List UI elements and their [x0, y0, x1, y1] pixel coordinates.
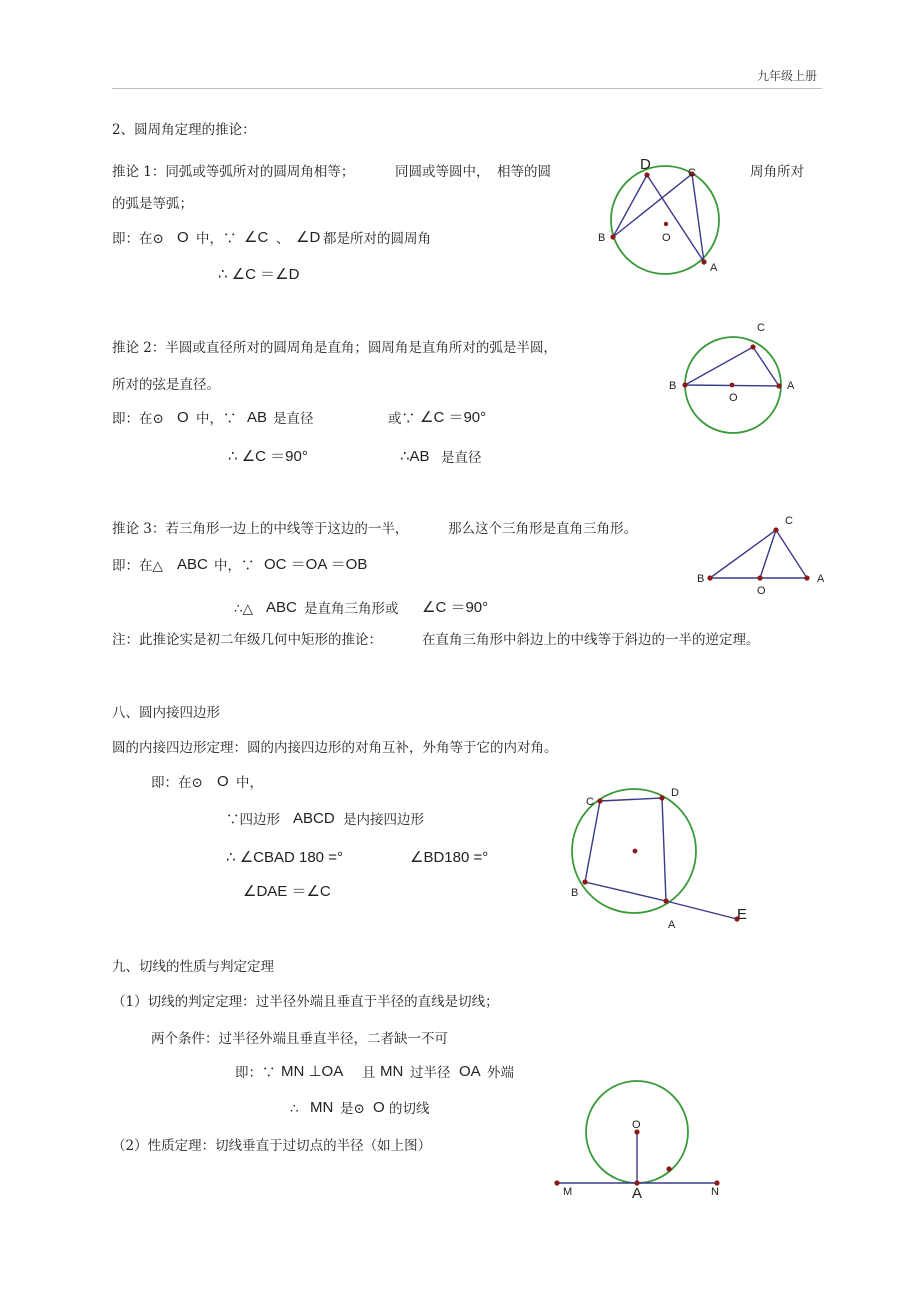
c1-j-prefix: 即：在⊙ [112, 231, 164, 247]
point-c [750, 344, 755, 349]
label-c: C [757, 322, 765, 334]
label-c: C [586, 796, 594, 808]
sec8-title: 八、圆内接四边形 [112, 705, 220, 721]
note-a: 注：此推论实是初二年级几何中矩形的推论： [112, 632, 382, 648]
c1-j-d: ∠D [296, 229, 321, 246]
c1-line2: 的弧是等弧； [112, 196, 193, 212]
label-b: B [598, 232, 606, 244]
c2-j-ab: AB [247, 409, 268, 426]
median [760, 530, 776, 578]
sec9-concl-pre: ∴ [290, 1101, 299, 1117]
sec9-j-mn: MN ⊥OA [281, 1063, 344, 1080]
sec8-therefore2: ∠BD180 =° [410, 849, 489, 866]
c2-j-o: O [177, 409, 189, 426]
point-a [804, 575, 809, 580]
header-grade: 九年级上册 [757, 69, 818, 83]
label-o: O [757, 585, 766, 597]
sec8-theorem: 圆的内接四边形定理：圆的内接四边形的对角互补，外角等于它的内对角。 [112, 740, 558, 756]
label-o: O [729, 392, 738, 404]
point-a [701, 259, 706, 264]
c1-line1a: 推论 1：同弧或等弧所对的圆周角相等； [112, 164, 355, 180]
sec9-j-mn2: MN [380, 1063, 404, 1080]
c1-j-mid: 中，∵ [196, 231, 237, 247]
sec8-because-pre: ∵四边形 [226, 812, 280, 828]
c3-j-prefix: 即：在△ [112, 558, 163, 574]
sec8-because-abcd: ABCD [293, 810, 335, 827]
note-b: 在直角三角形中斜边上的中线等于斜边的一半的逆定理。 [422, 632, 760, 648]
header-rule [112, 88, 822, 89]
label-n: N [711, 1186, 719, 1198]
c3-j-mid: 中，∵ [214, 558, 255, 574]
figure-diameter-angle [665, 318, 805, 438]
c2-ab-tail: 是直径 [441, 450, 482, 466]
sec8-because-tail: 是内接四边形 [343, 812, 424, 828]
c1-line1b: 同圆或等圆中， [395, 164, 490, 180]
label-a: A [817, 573, 825, 585]
c1-j-c: ∠C [244, 229, 269, 246]
c2-c-conclusion: ∴ ∠C ＝90° [228, 448, 308, 465]
c3-line1a: 推论 3：若三角形一边上的中线等于这边的一半， [112, 521, 409, 537]
quadrilateral [585, 798, 666, 901]
label-c: C [688, 167, 696, 179]
angle-lines [613, 174, 704, 262]
label-a: A [787, 380, 795, 392]
c3-concl-pre: ∴△ [234, 601, 253, 617]
label-a: A [710, 262, 718, 274]
point-b [707, 575, 712, 580]
label-d: D [640, 156, 651, 173]
point-o [730, 383, 735, 388]
c1-j-tail: 都是所对的圆周角 [323, 231, 431, 247]
c3-line1b: 那么这个三角形是直角三角形。 [448, 521, 637, 537]
label-b: B [697, 573, 705, 585]
sec2-title: 2、圆周角定理的推论： [112, 122, 256, 138]
sec9-concl-mid: 是⊙ [340, 1101, 365, 1117]
c2-j-mid: 中，∵ [196, 411, 237, 427]
label-o: O [632, 1119, 641, 1131]
c1-j-sep: 、 [276, 231, 290, 247]
sec9-cond: 两个条件：过半径外端且垂直半径，二者缺一不可 [151, 1031, 448, 1047]
point-a [776, 383, 781, 388]
c2-j-tail: 是直径 [273, 411, 314, 427]
point-a [663, 898, 668, 903]
point-n [714, 1180, 719, 1185]
sec9-j-tail: 外端 [487, 1065, 514, 1081]
figure-cyclic-quadrilateral [565, 780, 765, 940]
label-a: A [668, 919, 676, 931]
point-b [610, 234, 615, 239]
point-o [757, 575, 762, 580]
c3-concl-abc: ABC [266, 599, 297, 616]
c1-j-o: O [177, 229, 189, 246]
c2-line1: 推论 2：半圆或直径所对的圆周角是直角；圆周角是直角所对的弧是半圆， [112, 340, 557, 356]
sec8-j-tail: 中， [236, 775, 263, 791]
c2-or-c: ∠C ＝90° [420, 409, 487, 426]
point-extra [666, 1166, 671, 1171]
label-a: A [632, 1185, 643, 1202]
sec9-title: 九、切线的性质与判定定理 [112, 959, 274, 975]
figure-tangent-line [545, 1075, 735, 1205]
point-c [773, 527, 778, 532]
sec9-p1: （1）切线的判定定理：过半径外端且垂直于半径的直线是切线； [112, 994, 499, 1010]
sec8-therefore: ∴ ∠CBAD 180 =° [226, 849, 343, 866]
point-b [582, 879, 587, 884]
c3-concl-mid: 是直角三角形或 [304, 601, 399, 617]
c2-or-pre: 或∵ [388, 411, 415, 427]
c1-line1d: 周角所对 [750, 164, 804, 180]
c2-j-prefix: 即：在⊙ [112, 411, 164, 427]
triangle [685, 347, 779, 386]
c3-concl-angle: ∠C ＝90° [422, 599, 489, 616]
figure-inscribed-angles [590, 150, 730, 285]
point-b [682, 382, 687, 387]
extension-ae [666, 901, 737, 919]
point-d [644, 172, 649, 177]
sec8-j-prefix: 即：在⊙ [151, 775, 203, 791]
sec9-j-mid: 且 [362, 1065, 376, 1081]
label-c: C [785, 515, 793, 527]
point-o [664, 222, 668, 226]
sec9-concl-mn: MN [310, 1099, 334, 1116]
sec9-concl-o: O [373, 1099, 385, 1116]
sec8-dae: ∠DAE ＝∠C [243, 883, 331, 900]
label-e: E [737, 906, 748, 923]
point-o [633, 849, 638, 854]
label-o: O [662, 232, 671, 244]
triangle [710, 530, 807, 578]
point-m [554, 1180, 559, 1185]
c1-line1c: 相等的圆 [497, 164, 551, 180]
sec8-j-o: O [217, 773, 229, 790]
figure-median-triangle [695, 510, 830, 600]
c2-ab-conclusion: ∴AB [400, 448, 430, 465]
sec9-j-oa: OA [459, 1063, 481, 1080]
label-b: B [669, 380, 677, 392]
point-c [597, 798, 602, 803]
label-m: M [563, 1186, 573, 1198]
c3-j-abc: ABC [177, 556, 208, 573]
label-b: B [571, 887, 579, 899]
label-d: D [671, 787, 679, 799]
sec9-concl-tail: 的切线 [389, 1101, 430, 1117]
point-d [659, 795, 664, 800]
sec9-p2: （2）性质定理：切线垂直于过切点的半径（如上图） [112, 1138, 432, 1154]
c3-j-eq: OC ＝OA ＝OB [264, 556, 368, 573]
c1-conclusion: ∴ ∠C ＝∠D [218, 266, 300, 283]
sec9-j-mid2: 过半径 [410, 1065, 451, 1081]
c2-line2: 所对的弦是直径。 [112, 377, 220, 393]
sec9-j-prefix: 即：∵ [235, 1065, 276, 1081]
